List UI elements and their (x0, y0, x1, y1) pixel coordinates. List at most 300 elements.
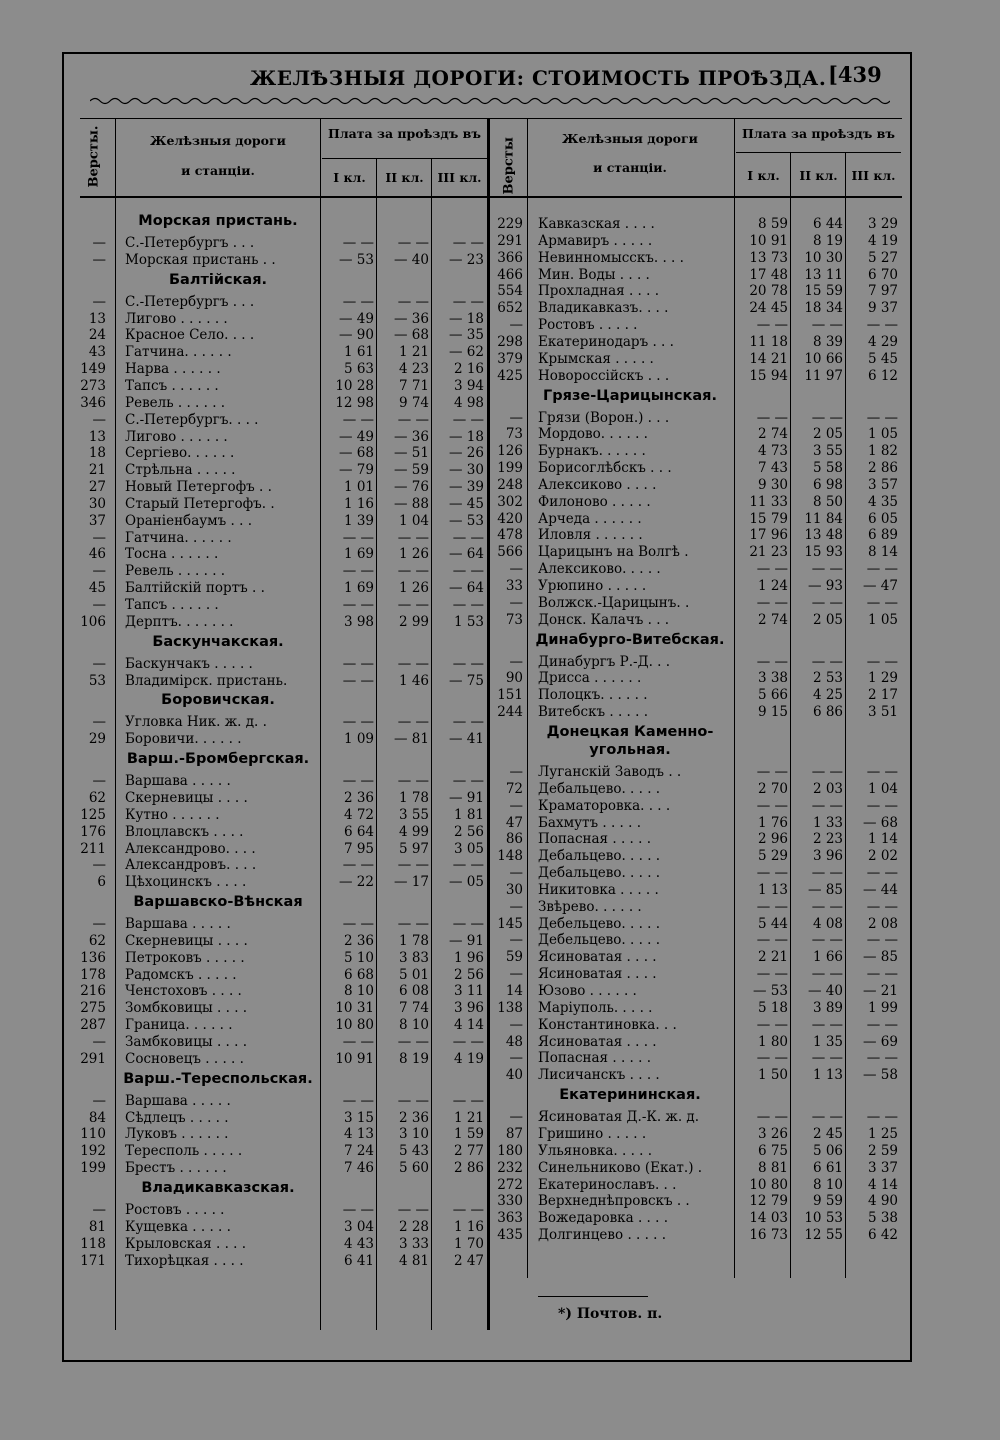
fare-class2: 8 39 (812, 333, 843, 350)
fare-class1: — — (342, 672, 374, 689)
fare-class1: 7 46 (343, 1160, 374, 1177)
verst-cell: 87 (505, 1125, 523, 1142)
fare-class1: 1 61 (343, 344, 374, 361)
station-name: Звѣрево. . . . . . (538, 898, 642, 915)
fare-class1: 13 73 (749, 249, 788, 266)
fare-class3: 2 02 (867, 848, 898, 865)
fare-class3: — — (866, 763, 898, 780)
fare-class1: 6 75 (757, 1142, 788, 1159)
fare-class1: 9 15 (757, 704, 788, 721)
station-name: Дерптъ. . . . . . . (125, 613, 234, 630)
fare-class2: 10 66 (804, 350, 843, 367)
fare-class3: — — (452, 1092, 484, 1109)
fare-row (0, 831, 1000, 848)
verst-cell: 199 (80, 1160, 106, 1177)
fare-class2: — — (397, 529, 429, 546)
fare-class3: — — (866, 1109, 898, 1126)
verst-cell: 62 (88, 789, 106, 806)
railway-section-title: Варш.-Тереспольская. (123, 1070, 313, 1087)
fare-class2: — 76 (394, 479, 429, 496)
fare-class2: — — (811, 1050, 843, 1067)
fare-class2: — — (811, 797, 843, 814)
frame-top (62, 52, 912, 54)
fare-class3: — 64 (449, 546, 484, 563)
verst-cell: 29 (88, 731, 106, 748)
fare-class2: — — (397, 773, 429, 790)
station-name: Дебальцево. . . . . (538, 848, 661, 865)
fare-class1: 3 26 (757, 1125, 788, 1142)
fare-class1: 2 74 (757, 611, 788, 628)
fare-class3: — — (866, 898, 898, 915)
station-name: Арчеда . . . . . . (538, 510, 642, 527)
frame-bottom (62, 1360, 912, 1362)
station-name: Морская пристань . . (125, 251, 276, 268)
fare-class3: 6 89 (867, 527, 898, 544)
verst-cell: — (92, 1034, 106, 1050)
fare-class1: 6 64 (343, 823, 374, 840)
railway-section-title: Боровичская. (161, 692, 275, 709)
fare-class1: 3 04 (343, 1218, 374, 1235)
fare-row (0, 1017, 1000, 1034)
fare-class2: 1 46 (398, 672, 429, 689)
verst-cell: — (509, 763, 523, 780)
station-name: С.-Петербургъ . . . (125, 235, 255, 251)
verst-cell: 275 (80, 1000, 106, 1017)
fare-class2: 4 81 (398, 1252, 429, 1269)
fare-class1: 10 91 (749, 232, 788, 249)
fare-class3: — — (452, 916, 484, 933)
fare-class1: — — (342, 714, 374, 731)
station-name: Крыловская . . . . (125, 1235, 247, 1252)
verst-cell: — (509, 594, 523, 611)
fare-class2: 5 06 (812, 1142, 843, 1159)
verst-cell: 125 (80, 806, 106, 823)
fare-row (0, 865, 1000, 882)
fare-row (0, 781, 1000, 798)
railway-section-title: Баскунчакская. (152, 633, 284, 650)
verst-cell: 272 (497, 1176, 523, 1193)
verst-cell: — (92, 529, 106, 546)
fare-row (0, 1093, 1000, 1110)
fare-row (0, 511, 1000, 528)
station-name: Юзово . . . . . . (538, 983, 637, 999)
fare-row (0, 949, 1000, 966)
fare-class3: 3 57 (867, 476, 898, 493)
page-number: [439 (828, 62, 882, 87)
fare-class1: 3 98 (343, 613, 374, 630)
station-name: Лисичанскъ . . . . (538, 1067, 660, 1084)
station-name: Борисоглѣбскъ . . . (538, 460, 672, 477)
fare-class1: — — (342, 597, 374, 613)
verst-cell: 13 (88, 428, 106, 445)
fare-class3: 6 70 (867, 266, 898, 283)
station-name: Бурнакъ. . . . . . (538, 443, 646, 460)
verst-cell: 136 (80, 949, 106, 966)
fare-class2: 2 23 (812, 831, 843, 848)
fare-row (0, 848, 1000, 865)
fare-class3: 2 17 (867, 687, 898, 704)
fare-class2: — — (397, 597, 429, 613)
station-name: Петроковъ . . . . . (125, 949, 245, 966)
verst-cell: — (509, 317, 523, 334)
fare-class1: — — (342, 916, 374, 933)
station-name: Донск. Калачъ . . . (538, 611, 670, 628)
fare-class3: — — (866, 409, 898, 426)
fare-row (0, 1160, 1000, 1177)
station-name: Алексиково . . . . (538, 476, 657, 493)
station-name: Краматоровка. . . . (538, 797, 671, 814)
fare-class2: 8 19 (398, 1050, 429, 1067)
station-name: Замбковицы . . . . (125, 1034, 248, 1050)
fare-class1: 5 66 (757, 687, 788, 704)
station-name: Тапсъ . . . . . . (125, 377, 219, 394)
fare-row (0, 561, 1000, 578)
fare-class2: 3 83 (398, 949, 429, 966)
fare-class3: 6 05 (867, 510, 898, 527)
fare-class1: 1 24 (757, 578, 788, 594)
fare-class1: 12 79 (749, 1193, 788, 1210)
fare-class3: — — (452, 1034, 484, 1050)
station-name: Ясиноватая . . . . (538, 949, 657, 966)
station-name: Сосновецъ . . . . . (125, 1050, 244, 1067)
fare-class1: 14 21 (749, 350, 788, 367)
fare-class3: — — (452, 857, 484, 874)
fare-class2: 2 05 (812, 611, 843, 628)
station-name: Дебельцево. . . . . (538, 932, 661, 949)
verst-cell: — (509, 932, 523, 949)
station-name: Брестъ . . . . . . (125, 1160, 227, 1177)
fare-class1: 16 73 (749, 1227, 788, 1244)
fare-class1: — — (342, 857, 374, 874)
station-name: Армавиръ . . . . . (538, 232, 653, 249)
fare-class2: — — (811, 1109, 843, 1126)
fare-class3: — 64 (449, 580, 484, 597)
fare-class1: 9 30 (757, 476, 788, 493)
fare-class2: 2 99 (398, 613, 429, 630)
station-name: Ораніенбаумъ . . . (125, 512, 253, 529)
fare-class1: 7 43 (757, 460, 788, 477)
verst-cell: 151 (497, 687, 523, 704)
station-name: Грязи (Ворон.) . . . (538, 409, 670, 426)
fare-row (0, 1050, 1000, 1067)
railway-section-title: Владикавказская. (141, 1179, 295, 1196)
station-name: Угловка Ник. ж. д. . (125, 714, 267, 731)
fare-class3: — 45 (449, 495, 484, 512)
fare-row (0, 798, 1000, 815)
fare-class2: 1 04 (398, 512, 429, 529)
fare-row (0, 317, 1000, 334)
station-name: Ревель . . . . . . (125, 394, 226, 411)
fare-class1: 5 18 (757, 999, 788, 1016)
page-title: ЖЕЛѢЗНЫЯ ДОРОГИ: СТОИМОСТЬ ПРОѢЗДА. (250, 66, 827, 90)
fare-row (0, 477, 1000, 494)
verst-cell: 37 (88, 512, 106, 529)
verst-cell: 435 (497, 1227, 523, 1244)
left-class3-header: III кл. (437, 170, 482, 185)
fare-class2: — — (397, 235, 429, 251)
fare-class2: 8 19 (812, 232, 843, 249)
fare-class1: — 68 (339, 445, 374, 462)
fare-class2: — — (811, 898, 843, 915)
station-name: Тосна . . . . . . (125, 546, 219, 563)
fare-class3: — — (452, 529, 484, 546)
fare-class1: — — (342, 655, 374, 672)
fare-class2: 5 43 (398, 1143, 429, 1160)
station-name: Кущевка . . . . . (125, 1218, 231, 1235)
fare-row (0, 687, 1000, 704)
fare-class1: — — (342, 1092, 374, 1109)
fare-class3: 2 59 (867, 1142, 898, 1159)
verst-cell: 46 (88, 546, 106, 563)
fare-class3: 3 05 (453, 840, 484, 857)
fare-class3: 5 38 (867, 1210, 898, 1227)
station-name: Влоцлавскъ . . . . (125, 823, 244, 840)
fare-class1: 1 13 (757, 881, 788, 898)
fare-class3: 4 19 (867, 232, 898, 249)
fare-class1: — 53 (339, 251, 374, 268)
fare-class1: — — (756, 1109, 788, 1126)
fare-class2: 1 78 (398, 789, 429, 806)
station-name: Кутно . . . . . . (125, 806, 220, 823)
verst-cell: 420 (497, 510, 523, 527)
fare-row (0, 731, 1000, 748)
fare-class1: — — (756, 653, 788, 670)
fare-class3: — 53 (449, 512, 484, 529)
fare-class3: 4 14 (867, 1176, 898, 1193)
verst-cell: 30 (505, 881, 523, 898)
verst-cell: 14 (505, 983, 523, 999)
fare-class2: — — (811, 932, 843, 949)
verst-cell: — (509, 561, 523, 578)
fare-class1: 3 15 (343, 1109, 374, 1126)
fare-class1: — — (756, 561, 788, 578)
fare-class3: 3 96 (453, 1000, 484, 1017)
right-class2-header: II кл. (799, 168, 838, 183)
fare-class1: — — (342, 529, 374, 546)
fare-row (0, 334, 1000, 351)
verst-cell: 21 (88, 462, 106, 479)
fare-class2: — 85 (808, 881, 843, 898)
station-name: Ясиноватая . . . . (538, 1033, 657, 1050)
fare-class3: 2 16 (453, 361, 484, 378)
fare-class1: 1 80 (757, 1033, 788, 1050)
verst-cell: — (92, 293, 106, 310)
fare-class2: — 40 (808, 983, 843, 999)
fare-class2: — 36 (394, 428, 429, 445)
fare-row (0, 1109, 1000, 1126)
fare-class3: 5 27 (867, 249, 898, 266)
verst-cell: 478 (497, 527, 523, 544)
fare-row (0, 882, 1000, 899)
fare-class1: 8 10 (343, 983, 374, 1000)
fare-class2: — — (811, 966, 843, 983)
fare-class1: 11 18 (749, 333, 788, 350)
fare-row (0, 899, 1000, 916)
station-name: С.-Петербургъ . . . (125, 293, 255, 310)
station-name: Сѣдлецъ . . . . . (125, 1109, 229, 1126)
fare-class2: — — (397, 916, 429, 933)
fare-class1: 15 94 (749, 367, 788, 384)
fare-class3: 4 98 (453, 394, 484, 411)
fare-class3: 2 77 (453, 1143, 484, 1160)
fare-class2: 7 71 (398, 377, 429, 394)
fare-class2: 9 59 (812, 1193, 843, 1210)
fare-row (0, 1210, 1000, 1227)
station-name: Мордово. . . . . . (538, 426, 648, 443)
station-name: Долгинцево . . . . . (538, 1227, 667, 1244)
fare-class3: — — (452, 773, 484, 790)
fare-class3: — — (452, 411, 484, 428)
fare-class1: — 49 (339, 310, 374, 327)
verst-cell: 211 (80, 840, 106, 857)
fare-class1: — — (342, 235, 374, 251)
station-name: Мин. Воды . . . . (538, 266, 650, 283)
fare-class3: 3 94 (453, 377, 484, 394)
verst-cell: — (92, 251, 106, 268)
station-name: Дебельцево. . . . . (538, 915, 661, 932)
fare-row (0, 368, 1000, 385)
station-name: Екатеринодаръ . . . (538, 333, 674, 350)
fare-class3: 4 90 (867, 1193, 898, 1210)
verst-cell: 90 (505, 670, 523, 687)
fare-class1: — — (756, 1016, 788, 1033)
header-rule-top (80, 118, 902, 119)
fare-class3: — 68 (863, 814, 898, 831)
station-name: Боровичи. . . . . . (125, 731, 242, 748)
station-name: Граница. . . . . . (125, 1017, 233, 1034)
verst-cell: 216 (80, 983, 106, 1000)
fare-row (0, 233, 1000, 250)
verst-cell: 363 (497, 1210, 523, 1227)
fare-class3: 3 29 (867, 216, 898, 232)
fare-class3: — — (866, 317, 898, 334)
station-name: Лигово . . . . . . (125, 428, 228, 445)
railway-section-title: Варш.-Бромбергская. (126, 751, 310, 768)
left-roads-header-1: Желѣзныя дороги (150, 133, 286, 148)
verst-cell: 302 (497, 493, 523, 510)
fare-class1: 4 72 (343, 806, 374, 823)
station-name: Синельниково (Екат.) . (538, 1159, 703, 1176)
fare-class1: — 90 (339, 327, 374, 344)
verst-cell: 73 (505, 611, 523, 628)
fare-class1: — — (342, 563, 374, 580)
fare-row (0, 426, 1000, 443)
verst-cell: 73 (505, 426, 523, 443)
fare-class3: — 91 (449, 789, 484, 806)
left-fare-header: Плата за проѣздъ въ (328, 126, 481, 141)
left-versts-header: Версты. (86, 125, 102, 188)
fare-class1: — 53 (753, 983, 788, 999)
fare-class2: — 40 (394, 251, 429, 268)
fare-class2: 13 11 (804, 266, 843, 283)
station-name: Стрѣльна . . . . . (125, 462, 236, 479)
fare-class2: 2 05 (812, 426, 843, 443)
fare-class3: — — (866, 594, 898, 611)
header-rule-bottom (80, 196, 902, 198)
fare-class1: 2 21 (757, 949, 788, 966)
fare-class2: 1 35 (812, 1033, 843, 1050)
fare-class2: 4 25 (812, 687, 843, 704)
verst-cell: — (509, 653, 523, 670)
fare-class1: — — (756, 763, 788, 780)
fare-class3: 1 29 (867, 670, 898, 687)
fare-class3: 8 14 (867, 544, 898, 561)
fare-class2: 3 55 (398, 806, 429, 823)
fare-class2: — 59 (394, 462, 429, 479)
fare-class2: 11 84 (804, 510, 843, 527)
fare-class1: 1 09 (343, 731, 374, 748)
fare-class1: 10 31 (335, 1000, 374, 1017)
fare-row (0, 654, 1000, 671)
fare-class1: 5 29 (757, 848, 788, 865)
fare-class2: 2 45 (812, 1125, 843, 1142)
station-name: Ревель . . . . . . (125, 563, 226, 580)
station-name: Гришино . . . . . (538, 1125, 647, 1142)
fare-class1: 20 78 (749, 283, 788, 300)
station-name: Зомбковицы . . . . (125, 1000, 248, 1017)
verst-cell: — (92, 857, 106, 874)
fare-class3: — 21 (863, 983, 898, 999)
fare-class1: — — (756, 797, 788, 814)
verst-cell: 59 (505, 949, 523, 966)
station-name: Дрисса . . . . . . (538, 670, 642, 687)
fare-class3: 9 37 (867, 300, 898, 317)
station-name: Верхнеднѣпровскъ . . (538, 1193, 690, 1210)
fare-class2: 18 34 (804, 300, 843, 317)
fare-class2: 15 93 (804, 544, 843, 561)
station-name: Сергіево. . . . . . (125, 445, 235, 462)
fare-class1: — — (756, 898, 788, 915)
fare-class2: — — (397, 1201, 429, 1218)
fare-class3: 2 47 (453, 1252, 484, 1269)
station-name: Екатеринославъ. . . (538, 1176, 677, 1193)
verst-cell: — (92, 916, 106, 933)
right-class3-header: III кл. (851, 168, 896, 183)
fare-class3: — — (866, 561, 898, 578)
station-name: Баскунчакъ . . . . . (125, 655, 253, 672)
fare-class2: 6 08 (398, 983, 429, 1000)
fare-class3: 4 14 (453, 1017, 484, 1034)
fare-class2: — 88 (394, 495, 429, 512)
railway-section-title: Екатерининская. (559, 1087, 701, 1104)
station-name: Ясиноватая Д.-К. ж. д. (538, 1109, 700, 1126)
fare-class1: — 22 (339, 874, 374, 891)
fare-class2: — — (397, 857, 429, 874)
fare-class3: 1 14 (867, 831, 898, 848)
fare-class2: 5 01 (398, 966, 429, 983)
fare-class1: — — (342, 411, 374, 428)
station-name: Крымская . . . . . (538, 350, 654, 367)
station-name: Урюпино . . . . . (538, 578, 647, 594)
fare-class1: 12 98 (335, 394, 374, 411)
station-name: Невинномысскъ. . . . (538, 249, 684, 266)
fare-class1: 8 81 (757, 1159, 788, 1176)
fare-class1: 4 43 (343, 1235, 374, 1252)
fare-class1: — — (756, 966, 788, 983)
fare-row (0, 351, 1000, 368)
fare-class2: — 68 (394, 327, 429, 344)
fare-class3: 4 19 (453, 1050, 484, 1067)
fare-class3: — 05 (449, 874, 484, 891)
left-class2-header: II кл. (385, 170, 424, 185)
verst-cell: 13 (88, 310, 106, 327)
fare-row (0, 443, 1000, 460)
fare-class3: — 35 (449, 327, 484, 344)
station-name: Балтійскій портъ . . (125, 580, 265, 597)
fare-class2: — 81 (394, 731, 429, 748)
fare-class1: 24 45 (749, 300, 788, 317)
fare-class2: — — (811, 865, 843, 882)
